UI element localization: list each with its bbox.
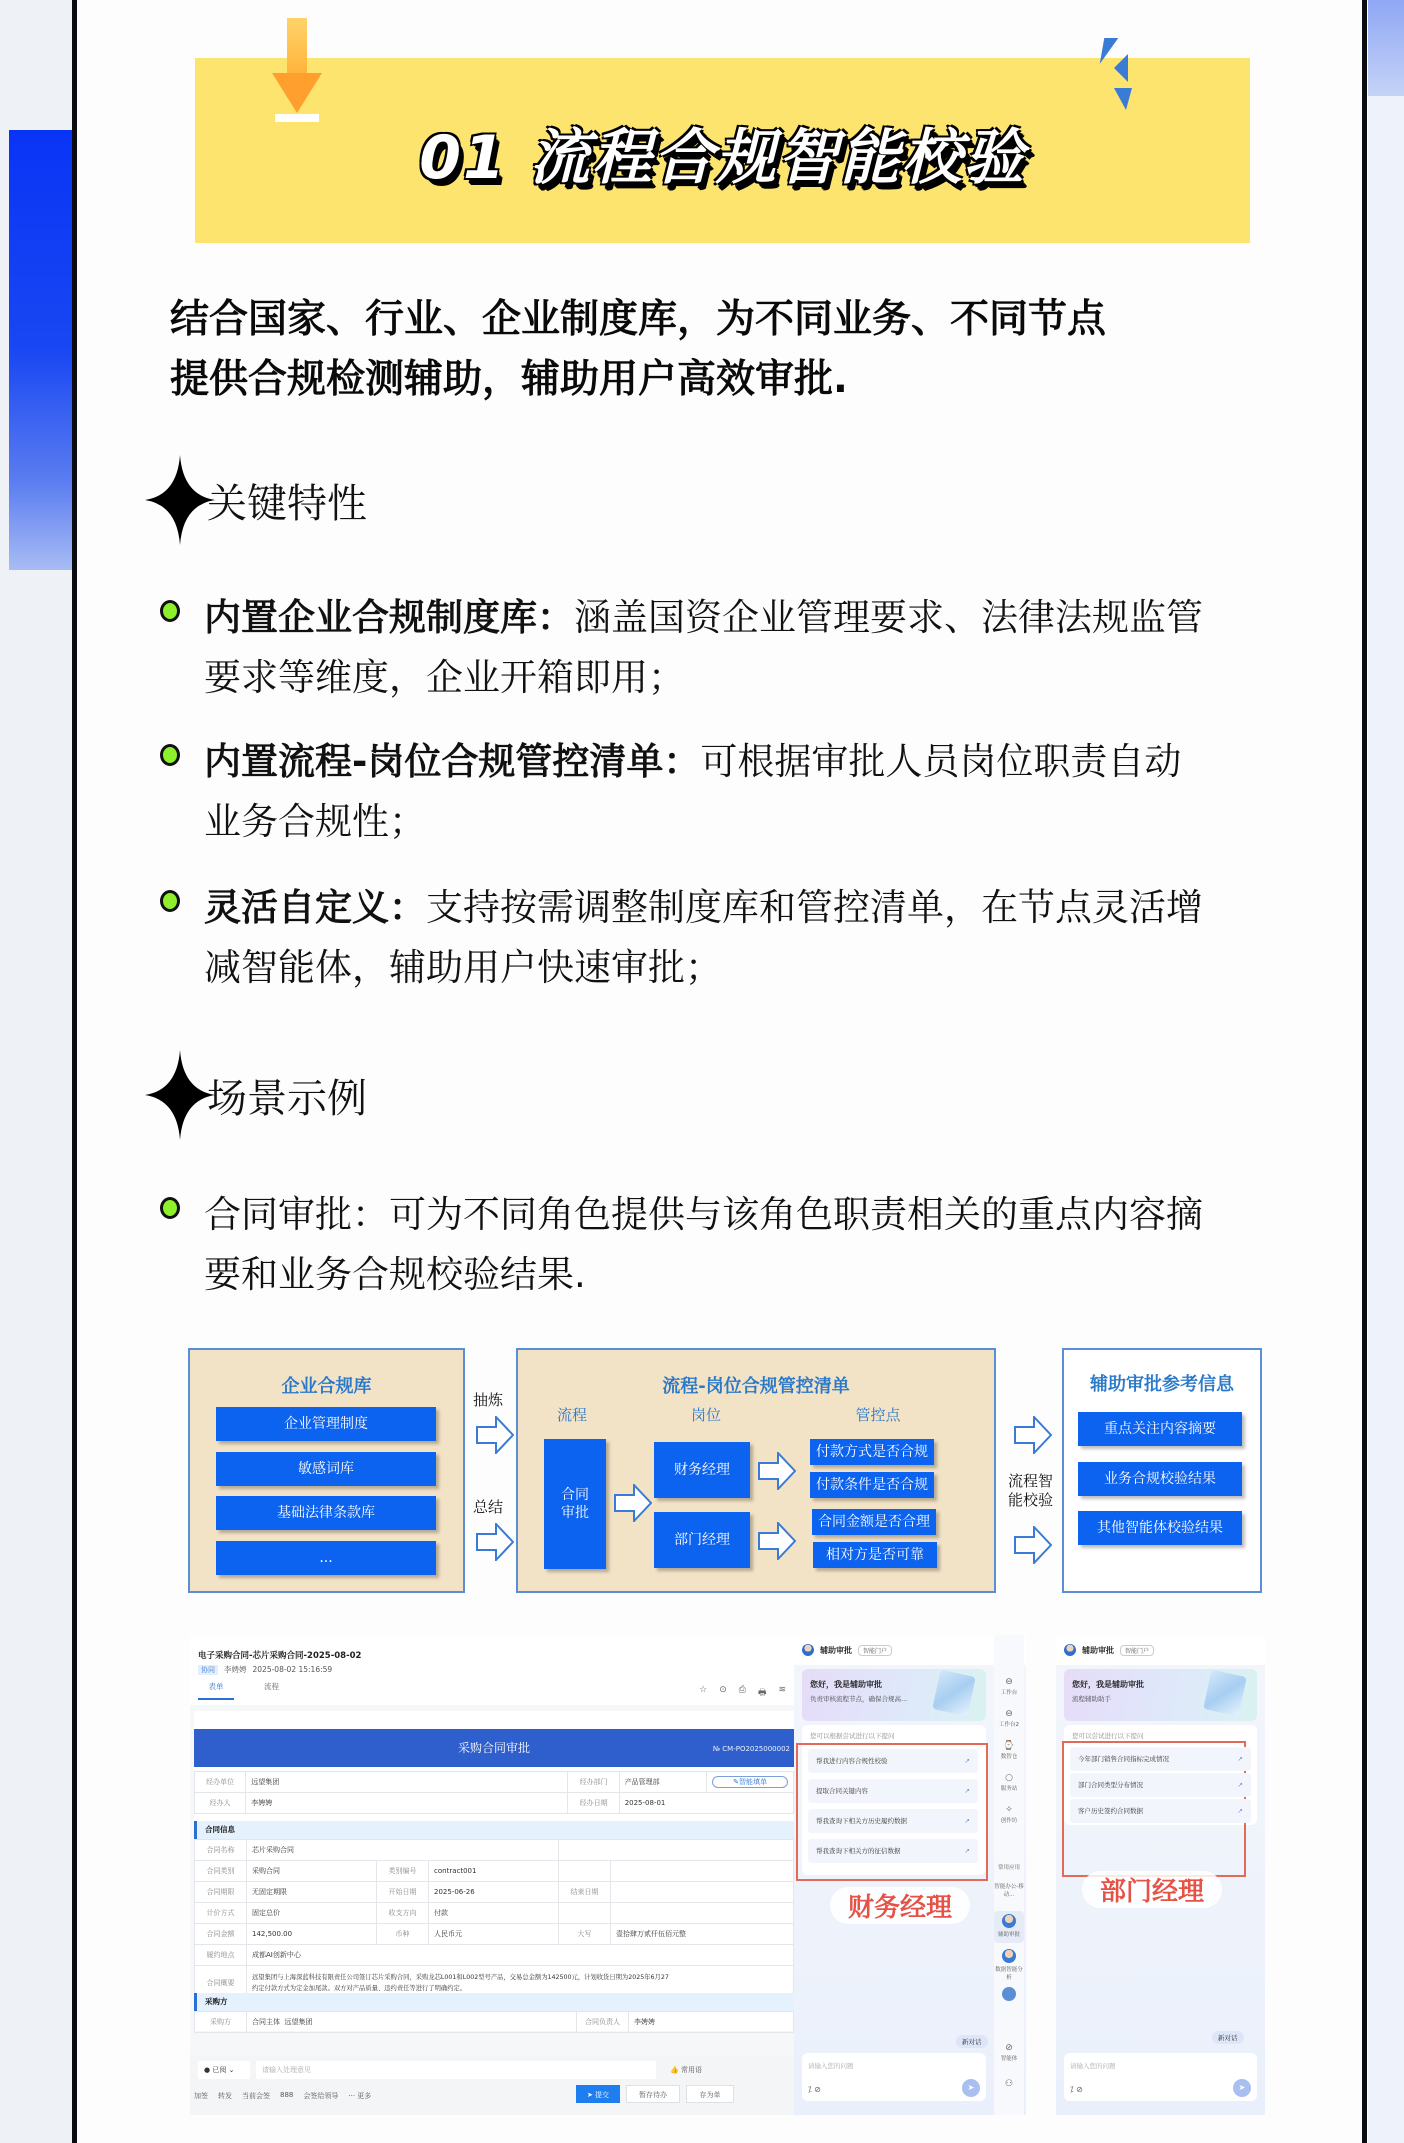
- attach-icon: ⁒ ⊘: [808, 2085, 821, 2094]
- current-countersign-button[interactable]: 当前会签: [242, 2092, 270, 2100]
- form-number: № CM-PO2025000002: [712, 1745, 790, 1753]
- control-point: 付款方式是否合规: [810, 1439, 934, 1465]
- bullet-dot-icon: [160, 744, 180, 766]
- rail-agents[interactable]: ⊘ 智能体: [1000, 2043, 1018, 2062]
- suggestion-item[interactable]: 提取合同关键内容 ↗: [808, 1779, 978, 1803]
- arrow-up-right-icon: ↗: [964, 1847, 970, 1855]
- form-footer: [190, 2055, 794, 2115]
- rail-item-data-warehouse[interactable]: ⌚ 数智仓: [1000, 1741, 1018, 1760]
- feature-title: 内置流程-岗位合规管控清单：: [204, 740, 701, 783]
- panel-title: 辅助审批: [820, 1645, 852, 1655]
- reference-info-box: [1062, 1348, 1262, 1593]
- print-icon[interactable]: 🖶: [757, 1688, 767, 1698]
- arrow-up-right-icon: ↗: [964, 1757, 970, 1765]
- arrow-label-extract: 抽炼: [473, 1391, 504, 1409]
- hollow-right-arrow-icon: [1014, 1526, 1052, 1564]
- hollow-right-arrow-icon: [758, 1522, 796, 1560]
- checklist-title: 流程-岗位合规管控清单: [662, 1376, 850, 1397]
- column-header-process: 流程: [556, 1406, 587, 1424]
- library-item: 企业管理制度: [216, 1407, 436, 1441]
- panel-header: [1056, 1635, 1265, 1665]
- library-item: ...: [216, 1541, 436, 1575]
- table-row: 合同类别 采购合同 类别编号 contract001: [195, 1861, 794, 1882]
- hollow-right-arrow-icon: [758, 1452, 796, 1490]
- control-point: 付款条件是否合规: [810, 1472, 934, 1498]
- rail-item-workbench2[interactable]: ⊖ 工作台2: [999, 1709, 1019, 1728]
- suggestion-item[interactable]: 部门合同类型分布情况 ↗: [1070, 1773, 1251, 1797]
- timestamp: 2025-08-02 15:16:59: [252, 1665, 333, 1674]
- arrow-up-right-icon: ↗: [1237, 1755, 1243, 1763]
- footer-actions: [194, 2091, 371, 2101]
- send-icon[interactable]: ➤: [1233, 2079, 1251, 2097]
- more-button[interactable]: ··· 更多: [348, 2092, 372, 2100]
- feature-item: [160, 878, 1290, 998]
- four-point-star-icon: [145, 455, 215, 545]
- section-heading-scenarios: [145, 1050, 367, 1140]
- smart-fill-button[interactable]: ✎智能填单: [712, 1776, 788, 1788]
- assistant-avatar-icon: [1064, 1644, 1076, 1656]
- rail-agent-robot[interactable]: [994, 1987, 1024, 2003]
- smart-portal-button[interactable]: 智能门户: [858, 1645, 892, 1656]
- form-header: [190, 1635, 794, 1705]
- hollow-right-arrow-icon: [476, 1416, 514, 1454]
- greeting-card: [1064, 1669, 1257, 1721]
- form-meta: [198, 1664, 332, 1675]
- countersign-leader-button[interactable]: 会签给领导: [303, 2092, 339, 2100]
- checklist-box: [516, 1348, 996, 1593]
- scenario-desc: 合同审批：可为不同角色提供与该角色职责相关的重点内容摘: [204, 1193, 1203, 1236]
- chat-input[interactable]: 请输入您的问题 ⁒ ⊘ ➤: [1064, 2053, 1257, 2101]
- four-point-star-icon: [145, 1050, 215, 1140]
- feature-desc: 涵盖国资企业管理要求、法律法规监管: [574, 596, 1203, 639]
- export-icon[interactable]: ⎙: [738, 1685, 746, 1695]
- greeting-subtitle: 负责审核流程节点，确保合规高...: [810, 1695, 908, 1703]
- arrow-label-smart-check: 流程智 能校验: [1008, 1472, 1054, 1509]
- section-buyer: 采购方: [194, 1993, 794, 2011]
- common-phrases-button[interactable]: 👍 常用语: [670, 2066, 702, 2074]
- suggestion-hint: 您可以根据尝试进行以下提问: [810, 1732, 895, 1740]
- assistant-panel-finance: [794, 1635, 1026, 2115]
- section-heading-features: [145, 455, 367, 545]
- table-row: 经办单位 远望集团 经办部门 产品管理部 ✎智能填单: [195, 1772, 794, 1793]
- control-point: 合同金额是否合理: [812, 1509, 936, 1535]
- feature-desc: 支持按需调整制度库和管控清单，在节点灵活增: [426, 886, 1203, 929]
- cube-icon: [932, 1670, 976, 1717]
- library-item: 基础法律条款库: [216, 1496, 436, 1530]
- bullet-dot-icon: [160, 600, 180, 622]
- user-icon[interactable]: ⚇: [1004, 2079, 1014, 2089]
- greeting-title: 您好，我是辅助审批: [1072, 1680, 1144, 1689]
- assistant-panel-department: [1056, 1635, 1265, 2115]
- scenario-desc-cont: 要和业务合规校验结果.: [204, 1253, 586, 1296]
- suggestion-hint: 您可以尝试进行以下提问: [1072, 1732, 1144, 1740]
- buyer-table: [194, 2011, 794, 2033]
- hollow-right-arrow-icon: [476, 1523, 514, 1561]
- rail-item-creation[interactable]: ✧ 创作坊: [1000, 1805, 1018, 1824]
- hollow-right-arrow-icon: [1014, 1416, 1052, 1454]
- arrow-label-summarize: 总结: [473, 1498, 504, 1516]
- feature-desc: 可根据审批人员岗位职责自动: [700, 740, 1182, 783]
- form-body: [194, 1711, 794, 2031]
- column-header-role: 岗位: [690, 1406, 721, 1424]
- opinion-input[interactable]: 请输入处理意见: [256, 2061, 656, 2079]
- chat-input[interactable]: 请输入您的问题 ⁒ ⊘ ➤: [802, 2053, 986, 2101]
- contract-info-table: [194, 1839, 794, 2000]
- suggestion-item[interactable]: 帮我查询下相关方的征信数据 ↗: [808, 1839, 978, 1863]
- role-finance-manager: 财务经理: [654, 1442, 750, 1498]
- contract-approval-form: [190, 1635, 794, 2115]
- reference-item: 重点关注内容摘要: [1078, 1412, 1242, 1446]
- feature-title: 内置企业合规制度库：: [204, 596, 574, 639]
- suggestion-item[interactable]: 今年部门销售合同指标完成情况 ↗: [1070, 1747, 1251, 1771]
- feature-desc-cont: 要求等维度，企业开箱即用；: [204, 656, 685, 699]
- role-label-department: 部门经理: [1082, 1871, 1222, 1908]
- section-contract-info: 合同信息: [194, 1821, 794, 1839]
- reference-title: 辅助审批参考信息: [1090, 1374, 1234, 1395]
- suggestion-item[interactable]: 帮我进行内容合规性校验 ↗: [808, 1749, 978, 1773]
- sparkle-icon: [1100, 38, 1152, 114]
- rail-agent-approval[interactable]: 辅助审批: [994, 1911, 1024, 1943]
- arrow-up-right-icon: ↗: [1237, 1781, 1243, 1789]
- rail-item-service[interactable]: ○ 服务站: [1000, 1773, 1018, 1792]
- cube-icon: [1203, 1670, 1247, 1717]
- arrow-up-right-icon: ↗: [964, 1817, 970, 1825]
- new-chat-button[interactable]: 新对话: [1212, 2031, 1244, 2044]
- feature-item: [160, 732, 1290, 852]
- hollow-right-arrow-icon: [614, 1484, 652, 1522]
- suggestion-item[interactable]: 客户历史签约合同数据 ↗: [1070, 1799, 1251, 1823]
- table-row: 履约地点 成都AI创新中心: [195, 1945, 794, 1966]
- track-icon[interactable]: ⊙: [719, 1685, 727, 1695]
- arrow-up-right-icon: ↗: [964, 1787, 970, 1795]
- bullet-dot-icon: [160, 1197, 180, 1219]
- library-item: 敏感词库: [216, 1452, 436, 1486]
- section-heading-label: 场景示例: [207, 1075, 367, 1122]
- compliance-library-box: [188, 1348, 465, 1593]
- page-background-right: [1368, 0, 1404, 2143]
- add-sign-button[interactable]: 加签: [194, 2092, 208, 2100]
- rail-item-workbench[interactable]: ⊖ 工作台: [1000, 1677, 1018, 1696]
- scenario-item: [160, 1185, 1290, 1305]
- decorative-blue-strip-left: [9, 130, 72, 570]
- panel-header: [794, 1635, 1026, 1665]
- library-title: 企业合规库: [281, 1376, 372, 1397]
- submit-button[interactable]: ➤ 提交: [576, 2085, 620, 2103]
- tab-process[interactable]: 流程: [264, 1682, 279, 1691]
- feature-desc-cont: 业务合规性；: [204, 800, 426, 843]
- save-pending-button[interactable]: 暂存待办: [626, 2085, 680, 2103]
- role-department-manager: 部门经理: [654, 1512, 750, 1568]
- process-contract-approval: 合同 审批: [544, 1439, 606, 1569]
- section-heading-label: 关键特性: [207, 480, 367, 527]
- send-icon[interactable]: ➤: [962, 2079, 980, 2097]
- form-title: 电子采购合同-芯片采购合同-2025-08-02: [198, 1651, 362, 1661]
- greeting-card: [802, 1669, 986, 1721]
- page-title: 01 流程合规智能校验: [419, 123, 1026, 193]
- down-arrow-icon: [272, 18, 322, 122]
- attach-icon: ⁒ ⊘: [1070, 2085, 1083, 2094]
- form-toolbar: [699, 1685, 786, 1701]
- role-label-finance: 财务经理: [830, 1887, 970, 1924]
- tab-form[interactable]: 表单: [198, 1681, 234, 1700]
- intro-line-1: 结合国家、行业、企业制度库，为不同业务、不同节点: [170, 297, 1107, 342]
- table-row: 合同名称 芯片采购合同: [195, 1840, 794, 1861]
- more-icon[interactable]: ≋: [778, 1685, 786, 1695]
- new-chat-button[interactable]: 新对话: [956, 2035, 988, 2048]
- column-header-control: 管控点: [855, 1406, 901, 1424]
- rail-smart-office[interactable]: 智能办公-移动...: [994, 1884, 1024, 1898]
- favorite-icon[interactable]: ☆: [699, 1685, 708, 1695]
- decorative-blue-strip-right: [1368, 0, 1404, 96]
- control-point: 相对方是否可靠: [813, 1542, 937, 1568]
- table-row: 合同期限 无固定期限 开始日期 2025-06-26 结束日期: [195, 1882, 794, 1903]
- table-row: 计价方式 固定总价 收支方向 付款: [195, 1903, 794, 1924]
- forward-button[interactable]: 转发: [218, 2092, 232, 2100]
- form-tabs: [198, 1681, 279, 1700]
- reference-item: 业务合规校验结果: [1078, 1462, 1242, 1496]
- smart-portal-button[interactable]: 智能门户: [1120, 1645, 1154, 1656]
- intro-text: [170, 290, 1290, 410]
- feature-desc-cont: 减智能体，辅助用户快速审批；: [204, 946, 722, 989]
- greeting-title: 您好，我是辅助审批: [810, 1680, 882, 1689]
- reference-item: 其他智能体校验结果: [1078, 1511, 1242, 1545]
- opinion-select[interactable]: ● 已阅 ⌄: [198, 2061, 250, 2079]
- feature-item: [160, 588, 1290, 708]
- table-row: 经办人 李娉娉 经办日期 2025-08-01: [195, 1793, 794, 1814]
- author: 李娉娉: [224, 1665, 247, 1674]
- rail-common-apps: 常用应用: [997, 1865, 1020, 1871]
- intro-line-2: 提供合规检测辅助，辅助用户高效审批.: [170, 357, 848, 402]
- compliance-flow-diagram: [188, 1348, 1263, 1593]
- form-banner-title: 采购合同审批: [194, 1729, 794, 1767]
- feature-title: 灵活自定义：: [204, 886, 426, 929]
- save-as-button[interactable]: 存为单: [686, 2085, 734, 2103]
- table-row: 合同概要 远望集团与上海深蓝科技有限责任公司签订芯片采购合同，采购龙芯L001和L002型号产品，交易总金额为142500元，计划收货日期为2025年6月27 约定付款方式为定金加尾款。双方对产品质量、违约责任等进行了明确约定。: [195, 1966, 794, 2000]
- frame-border-right: [1362, 0, 1367, 2143]
- assistant-avatar-icon: [802, 1644, 814, 1656]
- basic-info-table: [194, 1771, 794, 1814]
- side-rail: [994, 1635, 1024, 2115]
- table-row: 合同金额 142,500.00 币种 人民币元 大写 壹拾肆万贰仟伍佰元整: [195, 1924, 794, 1945]
- panel-title: 辅助审批: [1082, 1645, 1114, 1655]
- greeting-subtitle: 流程辅助助手: [1072, 1695, 1111, 1703]
- arrow-up-right-icon: ↗: [1237, 1807, 1243, 1815]
- bullet-dot-icon: [160, 890, 180, 912]
- table-row: 采购方 合同主体 远望集团 合同负责人 李娉娉: [195, 2012, 794, 2033]
- collab-tag: 协同: [198, 1665, 218, 1675]
- app-screenshot: [190, 1635, 1265, 2115]
- custom-action-button[interactable]: 888: [280, 2091, 294, 2099]
- suggestion-item[interactable]: 帮我查询下相关方历史履约数据 ↗: [808, 1809, 978, 1833]
- rail-agent-analysis[interactable]: 数据智能分析: [994, 1949, 1024, 1981]
